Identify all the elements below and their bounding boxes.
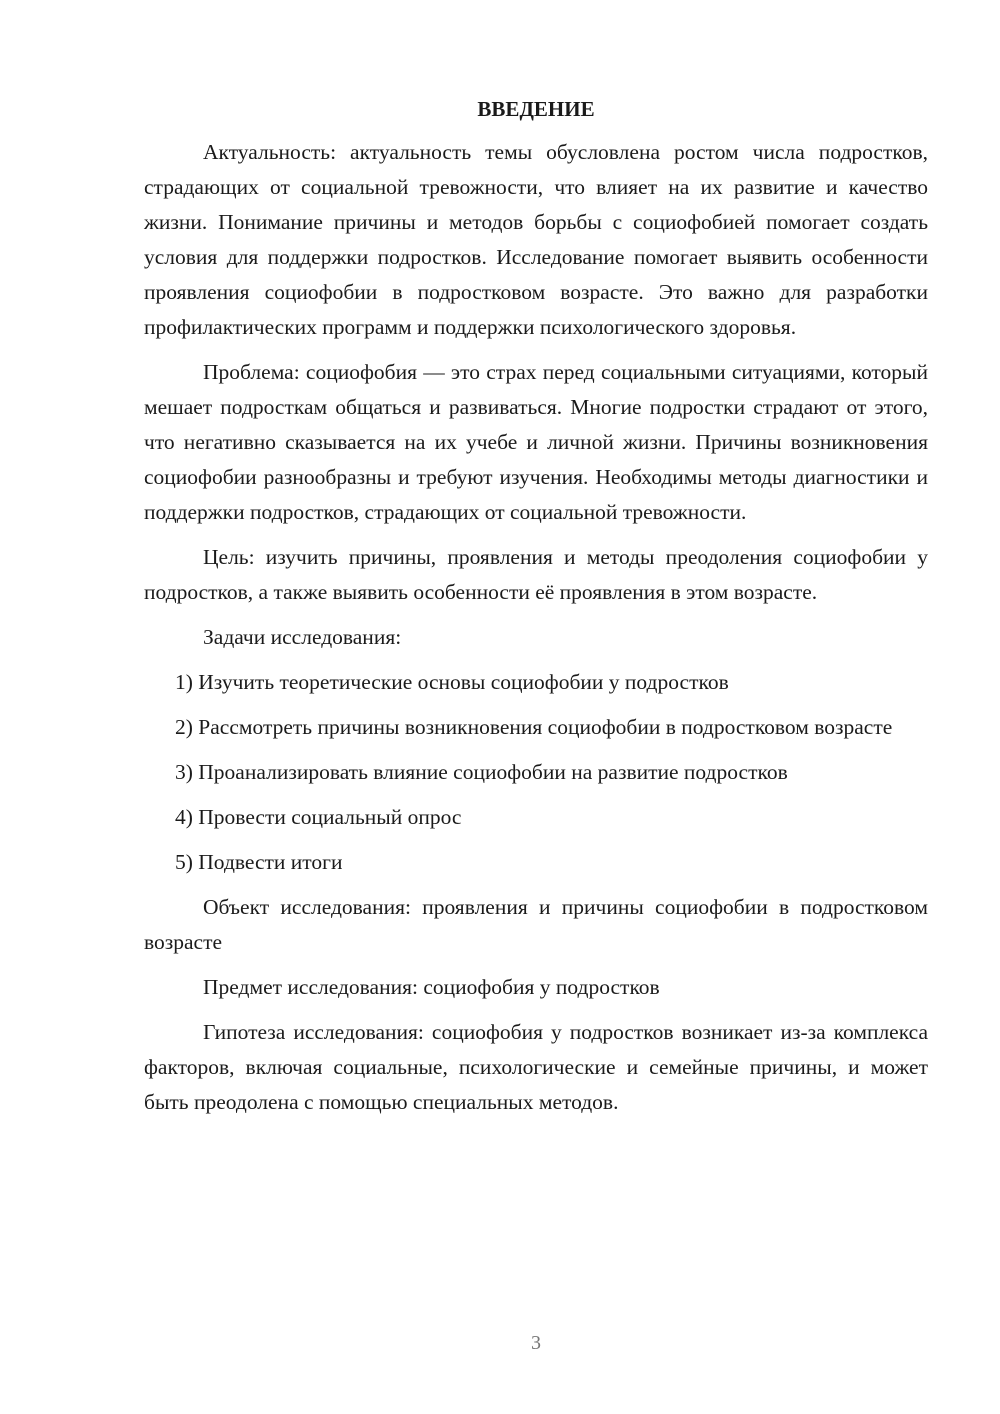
hypothesis-paragraph: Гипотеза исследования: социофобия у подростков возникает из-за комплекса факторов, включая социальные, психологические и семейные причины, и может быть преодолена с помощью специальных методов. — [144, 1020, 928, 1114]
page-title: ВВЕДЕНИЕ — [477, 97, 595, 121]
task-item-1: 1) Изучить теоретические основы социофобии у подростков — [175, 670, 729, 694]
relevance-paragraph: Актуальность: актуальность темы обусловлена ростом числа подростков, страдающих от социальной тревожности, что влияет на их развитие и качество жизни. Понимание причины и методов борьбы с социофобией помогает создать условия для поддержки подростков. Исследование помогает выявить особенности проявления социофобии в подростковом возрасте. Это важно для разработки профилактических программ и поддержки психологического здоровья. — [144, 140, 928, 339]
document-page — [144, 92, 928, 1130]
task-item-3: 3) Проанализировать влияние социофобии на развитие подростков — [175, 760, 788, 784]
object-paragraph: Объект исследования: проявления и причины социофобии в подростковом возрасте — [144, 895, 928, 954]
task-item-5: 5) Подвести итоги — [175, 850, 343, 874]
page-number: 3 — [531, 1332, 541, 1354]
task-item-4: 4) Провести социальный опрос — [175, 805, 462, 829]
subject-paragraph: Предмет исследования: социофобия у подростков — [203, 975, 660, 999]
goal-paragraph: Цель: изучить причины, проявления и методы преодоления социофобии у подростков, а также выявить особенности её проявления в этом возрасте. — [144, 545, 928, 604]
problem-paragraph: Проблема: социофобия — это страх перед социальными ситуациями, который мешает подросткам общаться и развиваться. Многие подростки страдают от этого, что негативно сказывается на их учебе и личной жизни. Причины возникновения социофобии разнообразны и требуют изучения. Необходимы методы диагностики и поддержки подростков, страдающих от социальной тревожности. — [144, 360, 928, 524]
tasks-heading: Задачи исследования: — [203, 625, 402, 649]
task-item-2: 2) Рассмотреть причины возникновения социофобии в подростковом возрасте — [175, 715, 893, 739]
